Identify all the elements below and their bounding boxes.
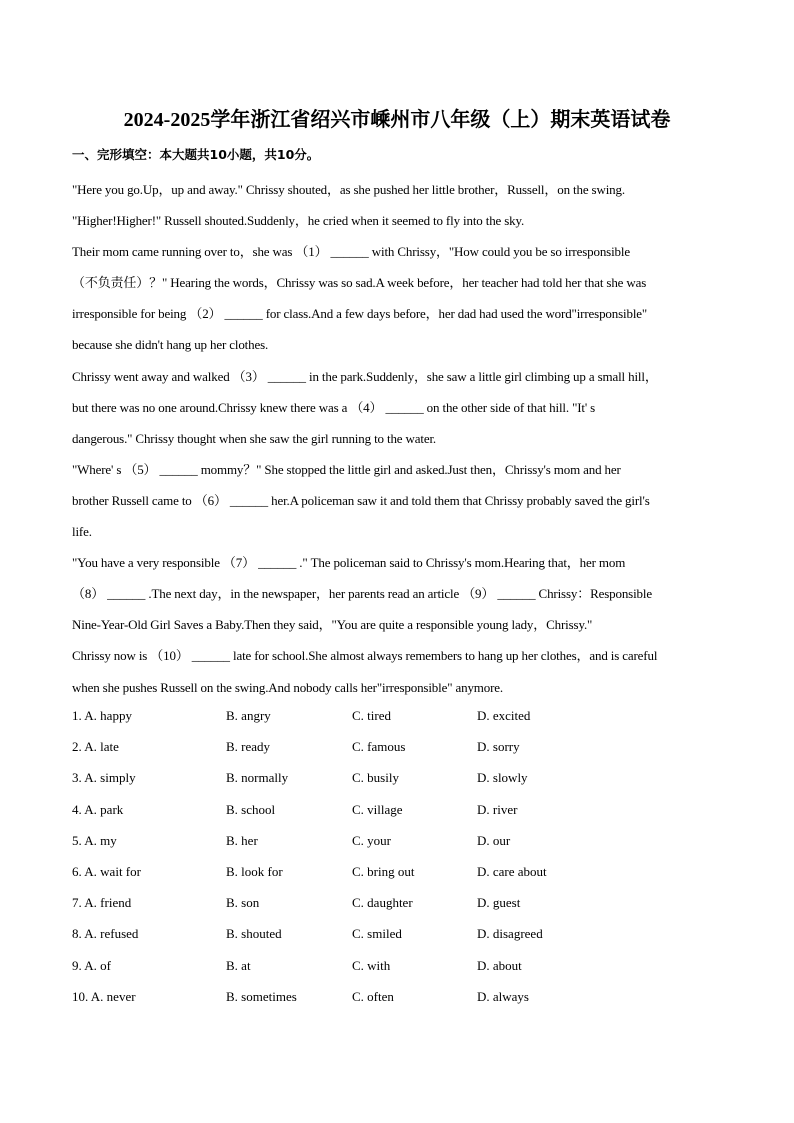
option-b: B. look for [226,863,283,879]
passage-line: Chrissy now is （10） ______ late for school.She almost always remembers to hang up her clothes，and is careful [72,648,658,664]
option-a: 10. A. never [72,988,136,1004]
option-c: C. daughter [352,895,413,911]
option-c: C. often [352,988,394,1004]
passage-line: "You have a very responsible （7） ______ ." The policeman said to Chrissy's mom.Hearing that，her mom [72,555,626,571]
passage-line: "Higher!Higher!" Russell shouted.Suddenly，he cried when it seemed to fly into the sky. [72,213,525,229]
option-a: 4. A. park [72,801,124,817]
answer-options [72,700,726,1012]
option-c: C. your [352,832,391,848]
option-a: 8. A. refused [72,926,139,942]
option-c: C. busily [352,770,399,786]
option-a: 2. A. late [72,739,119,755]
option-d: D. excited [477,708,531,723]
passage-line: dangerous." Chrissy thought when she saw the girl running to the water. [72,430,437,446]
question-row-8 [72,918,726,949]
question-row-3 [72,762,726,793]
option-d: D. slowly [477,770,528,786]
passage-line: when she pushes Russell on the swing.And nobody calls her"irresponsible" anymore. [72,679,504,695]
option-c: C. tired [352,708,391,723]
option-b: B. shouted [226,926,282,942]
option-c: C. village [352,801,403,817]
question-row-2 [72,731,726,762]
passage-line: "Where' s （5） ______ mommy？" She stopped the little girl and asked.Just then，Chrissy's mom and her [72,461,621,477]
question-row-1 [72,700,726,731]
option-d: D. our [477,832,511,848]
question-row-10 [72,981,726,1012]
passage-line: Their mom came running over to，she was （1） ______ with Chrissy，"How could you be so irresponsible [72,244,630,260]
option-b: B. son [226,895,260,911]
option-b: B. school [226,801,276,817]
option-d: D. sorry [477,739,520,755]
passage-line: life. [72,524,92,540]
passage-line: Chrissy went away and walked （3） ______ in the park.Suddenly，she saw a little girl climbing up a small hill， [72,368,658,384]
passage-line: （不负责任）？" Hearing the words，Chrissy was so sad.A week before，her teacher had told her that she was [72,275,647,291]
passage-line: brother Russell came to （6） ______ her.A policeman saw it and told them that Chrissy probably saved the girl's [72,492,650,508]
section-heading: 一、完形填空：本大题共10小题，共10分。 [72,147,320,162]
option-d: D. about [477,957,522,973]
option-d: D. guest [477,895,521,911]
passage-line: irresponsible for being （2） ______ for class.And a few days before，her dad had used the word"irresponsible" [72,306,648,322]
passage-line: （8） ______ .The next day，in the newspaper，her parents read an article （9） ______ Chrissy：Responsible [72,586,652,602]
passage-line: because she didn't hang up her clothes. [72,337,269,353]
question-row-6 [72,856,726,887]
option-c: C. with [352,957,391,973]
option-d: D. disagreed [477,926,543,942]
option-b: B. ready [226,739,271,755]
option-d: D. river [477,801,518,817]
option-a: 1. A. happy [72,708,132,723]
option-d: D. always [477,988,529,1004]
option-b: B. angry [226,708,271,723]
option-a: 6. A. wait for [72,863,141,879]
option-c: C. smiled [352,926,402,942]
question-row-9 [72,950,726,981]
question-row-5 [72,825,726,856]
option-b: B. normally [226,770,289,786]
option-b: B. sometimes [226,988,297,1004]
option-a: 7. A. friend [72,895,132,911]
exam-title: 2024-2025学年浙江省绍兴市嵊州市八年级（上）期末英语试卷 [123,109,671,131]
cloze-passage [72,174,726,703]
option-b: B. her [226,832,258,848]
option-d: D. care about [477,863,547,879]
passage-line: Nine-Year-Old Girl Saves a Baby.Then they said，"You are quite a responsible young lady，Chrissy." [72,617,593,633]
passage-line: but there was no one around.Chrissy knew there was a （4） ______ on the other side of that hill. "It' s [72,399,596,415]
question-row-4 [72,794,726,825]
passage-line: "Here you go.Up，up and away." Chrissy shouted，as she pushed her little brother，Russell，on the swing. [72,182,625,197]
option-c: C. famous [352,739,406,755]
question-row-7 [72,887,726,918]
option-c: C. bring out [352,863,415,879]
option-b: B. at [226,957,251,973]
option-a: 9. A. of [72,957,111,973]
option-a: 5. A. my [72,832,117,848]
option-a: 3. A. simply [72,770,136,786]
